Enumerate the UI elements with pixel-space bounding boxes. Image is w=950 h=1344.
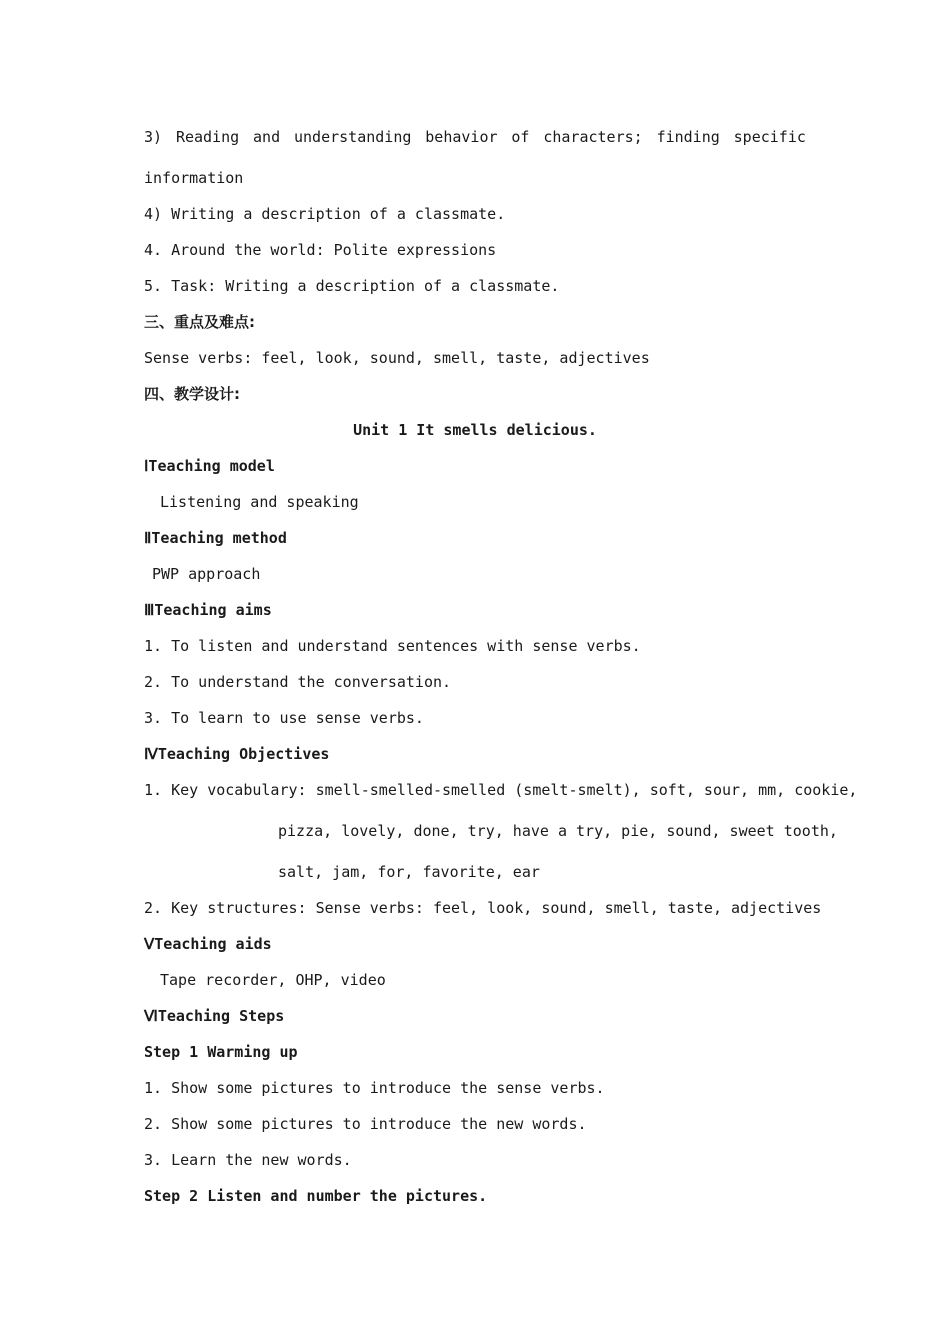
paragraph-line-2: 4) Writing a description of a classmate.: [144, 205, 506, 223]
teaching-aims-heading: ⅢTeaching aims: [144, 601, 272, 619]
list-item: 3. To learn to use sense verbs.: [144, 709, 424, 727]
section-heading-teaching-design: 四、教学设计:: [144, 385, 240, 403]
paragraph-line-3: 4. Around the world: Polite expressions: [144, 241, 497, 259]
list-item: 2. To understand the conversation.: [144, 673, 452, 691]
teaching-aids-body: Tape recorder, OHP, video: [160, 971, 386, 989]
list-item: 2. Show some pictures to introduce the new words.: [144, 1115, 587, 1133]
paragraph-sense-verbs: Sense verbs: feel, look, sound, smell, taste, adjectives: [144, 349, 650, 367]
word: of: [511, 128, 530, 146]
step-2-heading: Step 2 Listen and number the pictures.: [144, 1187, 488, 1205]
word: and: [253, 128, 281, 146]
teaching-model-body: Listening and speaking: [160, 493, 359, 511]
paragraph-line-1: [144, 127, 806, 147]
teaching-objectives-heading: ⅣTeaching Objectives: [144, 745, 330, 763]
step-1-heading: Step 1 Warming up: [144, 1043, 298, 1061]
section-heading-key-points: 三、重点及难点:: [144, 313, 255, 331]
key-vocabulary-line-1: 1. Key vocabulary: smell-smelled-smelled (smelt-smelt), soft, sour, mm, cookie,: [144, 781, 858, 799]
list-item: 1. Show some pictures to introduce the sense verbs.: [144, 1079, 605, 1097]
key-structures-line: 2. Key structures: Sense verbs: feel, look, sound, smell, taste, adjectives: [144, 899, 822, 917]
teaching-method-body: PWP approach: [152, 565, 261, 583]
paragraph-line-1-continued: information: [144, 169, 244, 187]
paragraph-line-4: 5. Task: Writing a description of a classmate.: [144, 277, 560, 295]
word: understanding: [294, 128, 412, 146]
key-vocabulary-line-2: pizza, lovely, done, try, have a try, pie, sound, sweet tooth,: [278, 822, 838, 840]
word: Reading: [175, 128, 240, 146]
list-item: 1. To listen and understand sentences with sense verbs.: [144, 637, 641, 655]
teaching-method-heading: ⅡTeaching method: [144, 529, 287, 547]
word: specific: [733, 128, 806, 146]
teaching-steps-heading: ⅥTeaching Steps: [144, 1007, 285, 1025]
word: finding: [656, 128, 720, 146]
teaching-aids-heading: ⅤTeaching aids: [144, 935, 272, 953]
word: 3): [144, 128, 163, 146]
word: characters;: [543, 128, 643, 146]
teaching-model-heading: ⅠTeaching model: [144, 457, 275, 475]
key-vocabulary-line-3: salt, jam, for, favorite, ear: [278, 863, 540, 881]
word: behavior: [425, 128, 498, 146]
list-item: 3. Learn the new words.: [144, 1151, 352, 1169]
unit-title: Unit 1 It smells delicious.: [353, 421, 597, 439]
